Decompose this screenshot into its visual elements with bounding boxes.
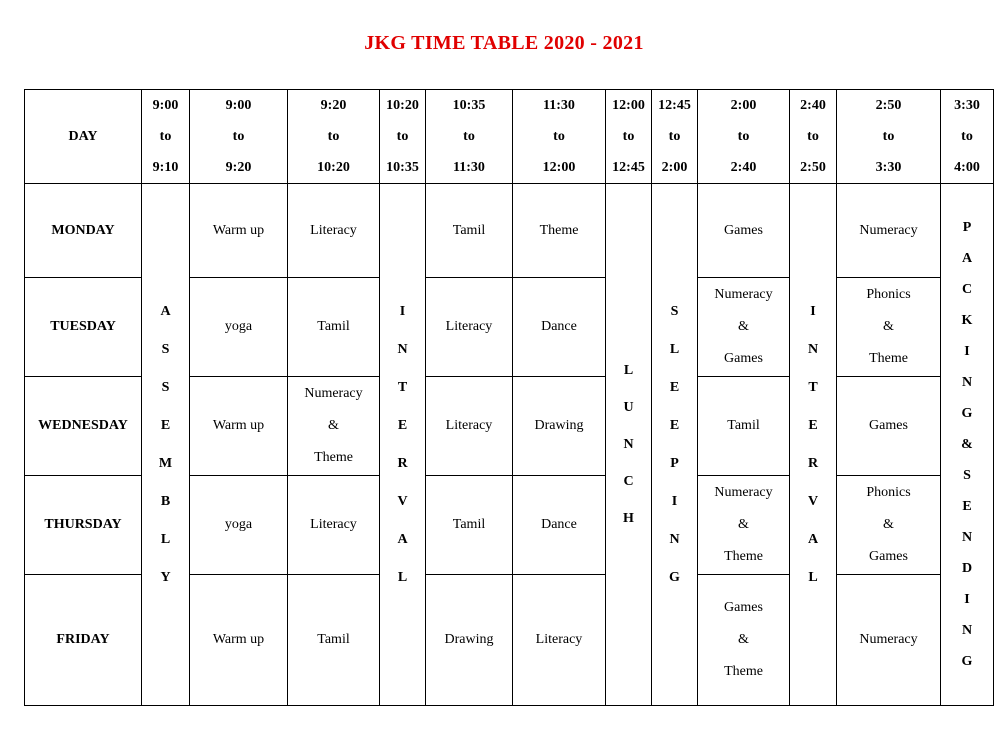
subject-cell bbox=[698, 184, 790, 278]
time-slot-text: 2:40 bbox=[800, 98, 826, 113]
subject-text: Drawing bbox=[444, 632, 494, 647]
subject-cell bbox=[288, 184, 380, 278]
subject-cell bbox=[288, 575, 380, 706]
day-name: MONDAY bbox=[25, 184, 142, 278]
interval-block-letter: T bbox=[397, 379, 408, 395]
interval-block-letter: E bbox=[808, 417, 818, 433]
time-slot-text: 11:30 bbox=[453, 160, 485, 175]
assembly-block-letter: S bbox=[161, 379, 170, 395]
time-slot-text: 2:00 bbox=[730, 98, 757, 113]
subject-text: & bbox=[738, 632, 749, 647]
time-slot-text: 9:10 bbox=[152, 160, 179, 175]
subject-text: Warm up bbox=[212, 632, 265, 647]
time-slot-text: 9:00 bbox=[225, 98, 252, 113]
packing-sending-block-letter: D bbox=[961, 561, 973, 576]
interval-block-letter: N bbox=[807, 341, 819, 357]
page-title: JKG TIME TABLE 2020 - 2021 bbox=[364, 32, 644, 54]
lunch-block-letter: H bbox=[623, 511, 634, 526]
packing-sending-block-letter: S bbox=[963, 468, 971, 483]
subject-text: & bbox=[328, 418, 339, 433]
lunch-block-letter: U bbox=[623, 400, 634, 415]
interval-block-letter: N bbox=[397, 341, 408, 357]
packing-sending-block-letter: N bbox=[961, 623, 973, 638]
sleeping-block-letter: L bbox=[669, 341, 680, 357]
time-slot-text: 9:20 bbox=[225, 160, 252, 175]
packing-sending-block-letter: N bbox=[961, 530, 973, 545]
subject-text: Games bbox=[869, 418, 908, 433]
subject-text: Games bbox=[724, 222, 763, 238]
subject-text: Dance bbox=[541, 517, 577, 532]
subject-text: & bbox=[738, 517, 749, 532]
subject-cell bbox=[288, 278, 380, 377]
subject-cell bbox=[190, 278, 288, 377]
assembly-block-letter: L bbox=[160, 531, 171, 547]
subject-text: & bbox=[883, 319, 894, 334]
packing-sending-block bbox=[941, 184, 994, 706]
subject-cell bbox=[837, 377, 941, 476]
time-slot-text: 11:30 bbox=[543, 98, 575, 113]
subject-cell bbox=[288, 476, 380, 575]
time-slot-text: to bbox=[961, 129, 973, 144]
subject-text: Theme bbox=[539, 222, 579, 238]
subject-cell bbox=[513, 575, 606, 706]
time-slot-text: 12:00 bbox=[612, 98, 645, 113]
interval-block-letter: L bbox=[808, 569, 818, 585]
subject-cell bbox=[426, 476, 513, 575]
subject-text: & bbox=[883, 517, 894, 532]
subject-text: Games bbox=[869, 549, 908, 564]
subject-cell bbox=[190, 184, 288, 278]
subject-text: Games bbox=[724, 600, 763, 615]
time-slot-text: 2:50 bbox=[800, 160, 826, 175]
assembly-block-letter: S bbox=[161, 341, 170, 357]
subject-cell bbox=[513, 377, 606, 476]
packing-sending-block-letter: C bbox=[961, 282, 973, 297]
day-name: FRIDAY bbox=[25, 575, 142, 706]
subject-cell bbox=[837, 476, 941, 575]
subject-text: & bbox=[738, 319, 749, 334]
subject-cell bbox=[426, 278, 513, 377]
assembly-block-letter: A bbox=[160, 303, 171, 319]
sleeping-block-letter: P bbox=[670, 455, 679, 471]
interval-block-letter: I bbox=[810, 303, 816, 319]
time-slot-text: 2:50 bbox=[875, 98, 902, 113]
sleeping-block-letter: E bbox=[669, 379, 680, 395]
time-slot-header bbox=[380, 90, 426, 184]
subject-text: Theme bbox=[724, 549, 763, 564]
day-name: WEDNESDAY bbox=[25, 377, 142, 476]
timetable bbox=[24, 89, 994, 706]
packing-sending-block-letter: E bbox=[962, 499, 972, 514]
time-slot-text: 4:00 bbox=[954, 160, 980, 175]
subject-text: Warm up bbox=[212, 222, 265, 238]
sleeping-block-letter: S bbox=[670, 303, 679, 319]
subject-text: Literacy bbox=[310, 222, 357, 238]
time-slot-text: 10:20 bbox=[386, 98, 419, 113]
subject-text: Literacy bbox=[445, 418, 493, 433]
table-row bbox=[25, 184, 994, 278]
time-slot-text: 9:00 bbox=[152, 98, 179, 113]
subject-text: Theme bbox=[314, 450, 353, 465]
subject-cell bbox=[288, 377, 380, 476]
time-slot-text: 3:30 bbox=[875, 160, 902, 175]
day-name: TUESDAY bbox=[25, 278, 142, 377]
subject-text: Theme bbox=[869, 351, 908, 366]
interval-block-letter: I bbox=[399, 303, 406, 319]
subject-cell bbox=[698, 278, 790, 377]
interval-block-letter: L bbox=[397, 569, 408, 585]
time-slot-header bbox=[513, 90, 606, 184]
subject-cell bbox=[513, 278, 606, 377]
time-slot-text: 10:35 bbox=[386, 160, 419, 175]
time-slot-text: to bbox=[463, 129, 475, 144]
subject-text: yoga bbox=[224, 517, 253, 532]
subject-text: Literacy bbox=[310, 517, 357, 532]
time-slot-text: to bbox=[327, 129, 340, 144]
subject-text: Numeracy bbox=[714, 287, 773, 302]
time-slot-header bbox=[837, 90, 941, 184]
time-slot-text: 10:20 bbox=[317, 160, 350, 175]
interval-block-letter: R bbox=[807, 455, 819, 471]
interval-block bbox=[790, 184, 837, 706]
time-slot-text: 12:00 bbox=[542, 160, 576, 175]
time-slot-header bbox=[606, 90, 652, 184]
sleeping-block-letter: G bbox=[669, 569, 680, 585]
interval-block-letter: V bbox=[397, 493, 408, 509]
subject-text: Literacy bbox=[445, 319, 493, 334]
subject-text: Tamil bbox=[452, 222, 486, 238]
day-header: DAY bbox=[25, 90, 142, 184]
time-slot-text: to bbox=[159, 129, 172, 144]
time-slot-text: 3:30 bbox=[954, 98, 980, 113]
subject-text: Phonics bbox=[866, 287, 911, 302]
subject-text: Literacy bbox=[535, 632, 583, 647]
lunch-block bbox=[606, 184, 652, 706]
time-slot-header bbox=[426, 90, 513, 184]
time-slot-text: 9:20 bbox=[320, 98, 347, 113]
time-slot-text: 12:45 bbox=[612, 160, 645, 175]
subject-text: Numeracy bbox=[714, 485, 773, 500]
time-slot-text: to bbox=[396, 129, 409, 144]
subject-text: Tamil bbox=[727, 418, 760, 433]
lunch-block-letter: L bbox=[623, 363, 634, 378]
subject-cell bbox=[698, 476, 790, 575]
time-slot-text: to bbox=[553, 129, 565, 144]
packing-sending-block-letter: I bbox=[964, 592, 970, 607]
subject-text: Games bbox=[724, 351, 763, 366]
subject-text: Tamil bbox=[317, 632, 350, 647]
subject-cell bbox=[837, 278, 941, 377]
subject-text: Drawing bbox=[534, 418, 584, 433]
subject-cell bbox=[426, 575, 513, 706]
subject-cell bbox=[513, 476, 606, 575]
packing-sending-block-letter: G bbox=[961, 654, 973, 669]
time-slot-header bbox=[652, 90, 698, 184]
subject-text: Numeracy bbox=[859, 632, 918, 647]
packing-sending-block-letter: & bbox=[961, 437, 973, 452]
subject-text: Tamil bbox=[452, 517, 486, 532]
interval-block-letter: R bbox=[397, 455, 408, 471]
subject-cell bbox=[190, 476, 288, 575]
subject-cell bbox=[513, 184, 606, 278]
subject-cell bbox=[190, 377, 288, 476]
subject-text: Numeracy bbox=[304, 386, 363, 401]
time-slot-header bbox=[190, 90, 288, 184]
subject-text: Dance bbox=[541, 319, 577, 334]
time-slot-text: to bbox=[807, 129, 819, 144]
assembly-block-letter: M bbox=[158, 455, 173, 471]
sleeping-block-letter: E bbox=[669, 417, 680, 433]
time-slot-text: 10:35 bbox=[452, 98, 486, 113]
interval-block-letter: V bbox=[807, 493, 819, 509]
time-slot-header bbox=[288, 90, 380, 184]
interval-block-letter: A bbox=[397, 531, 408, 547]
subject-cell bbox=[190, 575, 288, 706]
assembly-block-letter: B bbox=[160, 493, 171, 509]
subject-text: yoga bbox=[224, 319, 253, 334]
assembly-block-letter: E bbox=[160, 417, 171, 433]
lunch-block-letter: N bbox=[623, 437, 634, 452]
packing-sending-block-letter: A bbox=[961, 251, 973, 266]
time-slot-header bbox=[142, 90, 190, 184]
sleeping-block bbox=[652, 184, 698, 706]
interval-block-letter: T bbox=[808, 379, 818, 395]
subject-cell bbox=[698, 377, 790, 476]
time-slot-text: 2:40 bbox=[730, 160, 757, 175]
time-slot-text: to bbox=[232, 129, 245, 144]
assembly-block bbox=[142, 184, 190, 706]
packing-sending-block-letter: N bbox=[961, 375, 973, 390]
subject-cell bbox=[837, 184, 941, 278]
sleeping-block-letter: I bbox=[671, 493, 678, 509]
subject-text: Theme bbox=[724, 664, 763, 679]
sleeping-block-letter: N bbox=[669, 531, 680, 547]
assembly-block-letter: Y bbox=[160, 569, 171, 585]
time-slot-text: to bbox=[737, 129, 750, 144]
time-slot-header bbox=[698, 90, 790, 184]
time-slot-text: 12:45 bbox=[658, 98, 691, 113]
subject-text: Tamil bbox=[317, 319, 350, 334]
time-slot-header bbox=[790, 90, 837, 184]
subject-cell bbox=[426, 377, 513, 476]
interval-block bbox=[380, 184, 426, 706]
time-slot-text: to bbox=[622, 129, 635, 144]
packing-sending-block-letter: I bbox=[964, 344, 970, 359]
subject-text: Phonics bbox=[866, 485, 911, 500]
packing-sending-block-letter: K bbox=[961, 313, 973, 328]
subject-text: Warm up bbox=[212, 418, 265, 433]
packing-sending-block-letter: P bbox=[962, 220, 972, 235]
subject-text: Numeracy bbox=[859, 222, 918, 238]
subject-cell bbox=[698, 575, 790, 706]
interval-block-letter: E bbox=[397, 417, 408, 433]
time-slot-text: to bbox=[668, 129, 681, 144]
header-row bbox=[25, 90, 994, 184]
subject-cell bbox=[426, 184, 513, 278]
lunch-block-letter: C bbox=[623, 474, 634, 489]
day-name: THURSDAY bbox=[25, 476, 142, 575]
time-slot-header bbox=[941, 90, 994, 184]
packing-sending-block-letter: G bbox=[961, 406, 973, 421]
time-slot-text: 2:00 bbox=[661, 160, 688, 175]
time-slot-text: to bbox=[882, 129, 895, 144]
subject-cell bbox=[837, 575, 941, 706]
interval-block-letter: A bbox=[807, 531, 819, 547]
